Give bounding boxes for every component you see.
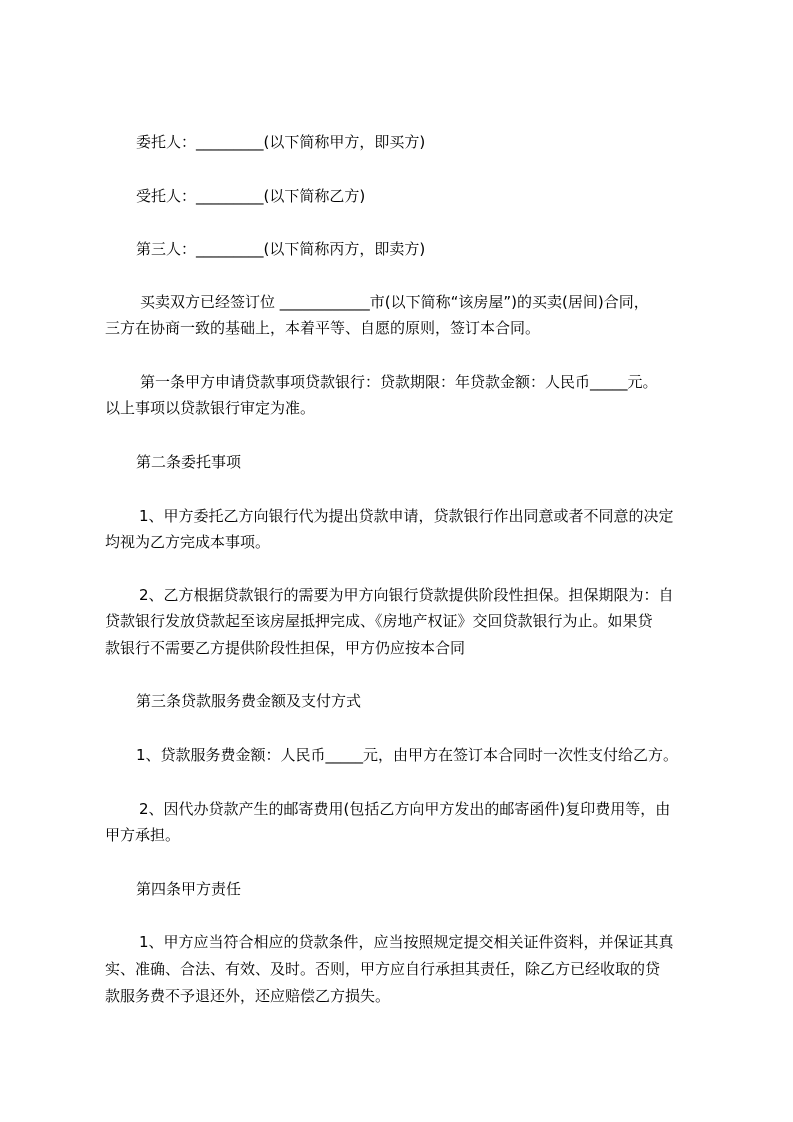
article2-item2-line-2: 贷款银行发放贷款起至该房屋抵押完成、《房地产权证》交回贷款银行为止。如果贷 <box>105 612 653 630</box>
article2-heading: 第二条委托事项 <box>136 453 242 471</box>
preamble-line-2: 三方在协商一致的基础上，本着平等、自愿的原则，签订本合同。 <box>105 319 541 337</box>
article4-heading: 第四条甲方责任 <box>136 880 242 898</box>
preamble-line-1: 买卖双方已经签订位 ____________市(以下简称“该房屋”)的买卖(居间)合同， <box>140 293 649 311</box>
article4-item1-line-2: 实、准确、合法、有效、及时。否则，甲方应自行承担其责任，除乙方已经收取的贷 <box>105 960 661 978</box>
article3-item1: 1、贷款服务费金额：人民币_____元，由甲方在签订本合同时一次性支付给乙方。 <box>136 746 679 764</box>
article2-item2-line-3: 款银行不需要乙方提供阶段性担保，甲方仍应按本合同 <box>105 639 466 657</box>
article3-item2-line-1: 2、因代办贷款产生的邮寄费用(包括乙方向甲方发出的邮寄函件)复印费用等，由 <box>139 800 671 818</box>
article1-line-2: 以上事项以贷款银行审定为准。 <box>105 399 316 417</box>
article3-item2-line-2: 甲方承担。 <box>105 826 181 844</box>
article2-item1-line-1: 1、甲方委托乙方向银行代为提出贷款申请，贷款银行作出同意或者不同意的决定 <box>139 507 674 525</box>
principal-line: 委托人：_________(以下简称甲方，即买方) <box>136 133 426 151</box>
article3-heading: 第三条贷款服务费金额及支付方式 <box>136 692 362 710</box>
third-party-line: 第三人：_________(以下简称丙方，即卖方) <box>136 240 426 258</box>
article1-line-1: 第一条甲方申请贷款事项贷款银行：贷款期限：年贷款金额：人民币_____元。 <box>140 373 658 391</box>
agent-line: 受托人：_________(以下简称乙方) <box>136 187 366 205</box>
article2-item2-line-1: 2、乙方根据贷款银行的需要为甲方向银行贷款提供阶段性担保。担保期限为：自 <box>139 586 674 604</box>
article4-item1-line-1: 1、甲方应当符合相应的贷款条件，应当按照规定提交相关证件资料，并保证其真 <box>139 933 674 951</box>
article2-item1-line-2: 均视为乙方完成本事项。 <box>105 533 271 551</box>
article4-item1-line-3: 款服务费不予退还外，还应赔偿乙方损失。 <box>105 987 391 1005</box>
